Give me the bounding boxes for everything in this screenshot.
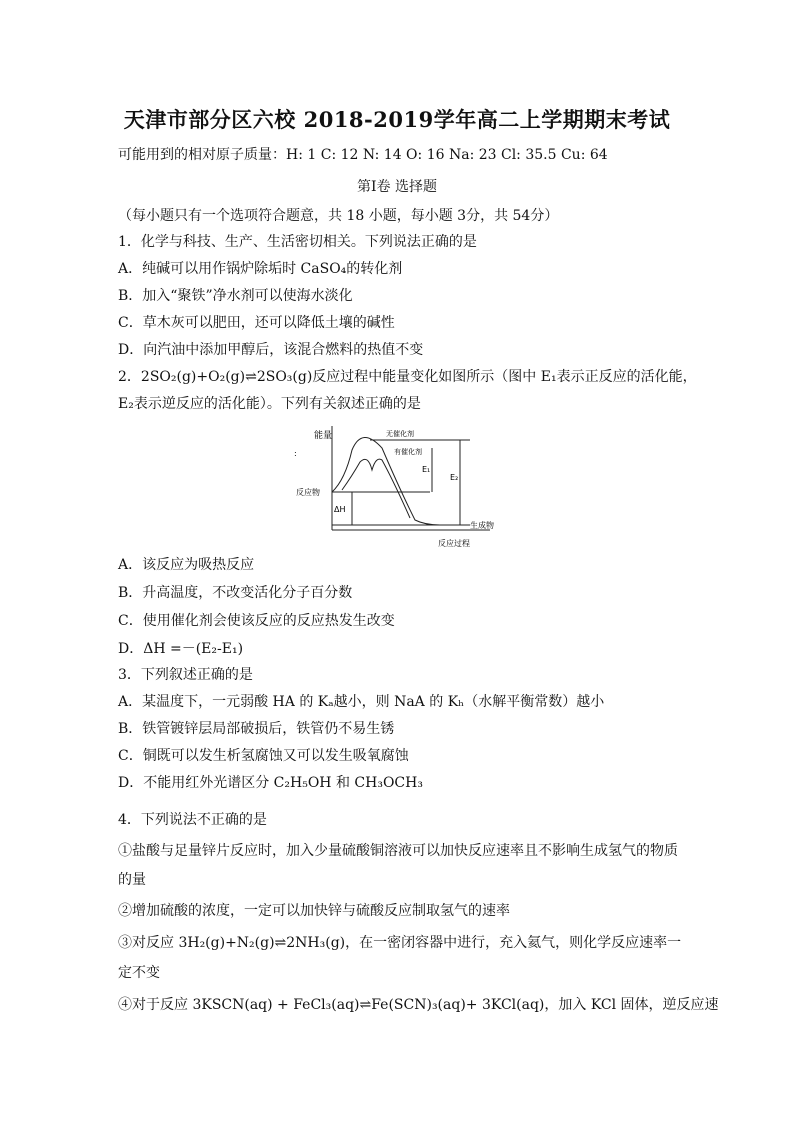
- q2-option-b: B．升高温度，不改变活化分子百分数: [118, 585, 353, 601]
- q2-option-a: A．该反应为吸热反应: [118, 557, 255, 573]
- q1-option-c: C．草木灰可以肥田，还可以降低土壤的碱性: [118, 315, 395, 331]
- q2-stem-line1: 2．2SO₂(g)+O₂(g)⇌2SO₃(g)反应过程中能量变化如图所示（图中 E₁表示正反应的活化能，: [118, 369, 697, 385]
- q2-option-d: D．ΔH =－(E₂-E₁): [118, 641, 244, 657]
- q3-option-a: A．某温度下，一元弱酸 HA 的 Kₐ越小，则 NaA 的 Kₕ（水解平衡常数）越小: [118, 694, 605, 710]
- q3-option-d: D．不能用红外光谱区分 C₂H₅OH 和 CH₃OCH₃: [118, 775, 423, 791]
- q1-option-b: B．加入“聚铁”净水剂可以使海水淡化: [118, 288, 353, 304]
- q3-option-b: B．铁管镀锌层局部破损后，铁管仍不易生锈: [118, 721, 395, 737]
- section-instructions: （每小题只有一个选项符合题意，共 18 小题，每小题 3分，共 54分）: [118, 208, 559, 224]
- q2-stem-line2: E₂表示逆反应的活化能）。下列有关叙述正确的是: [118, 396, 421, 412]
- dh-label: ΔH: [334, 505, 346, 514]
- q2-option-c: C．使用催化剂会使该反应的反应热发生改变: [118, 613, 395, 629]
- q4-item1-line1: ①盐酸与足量锌片反应时，加入少量硫酸铜溶液可以加快反应速率且不影响生成氢气的物质: [118, 843, 678, 859]
- uncatalyzed-label: 无催化剂: [386, 430, 414, 438]
- section-title: 第Ⅰ卷 选择题: [357, 179, 437, 195]
- e1-label: E₁: [422, 465, 431, 474]
- q4-item3-line1: ③对反应 3H₂(g)+N₂(g)⇌2NH₃(g)，在一密闭容器中进行，充入氦气，则化学反应速率一: [118, 935, 682, 951]
- e2-label: E₂: [450, 473, 459, 482]
- q4-stem: 4．下列说法不正确的是: [118, 812, 267, 828]
- q1-option-a: A．纯碱可以用作锅炉除垢时 CaSO₄的转化剂: [118, 261, 403, 277]
- energy-diagram: [290, 420, 510, 550]
- q4-item1-line2: 的量: [118, 872, 146, 888]
- q4-item2: ②增加硫酸的浓度，一定可以加快锌与硫酸反应制取氢气的速率: [118, 903, 510, 919]
- q3-option-c: C．铜既可以发生析氢腐蚀又可以发生吸氧腐蚀: [118, 748, 409, 764]
- x-axis-label: 反应过程: [438, 539, 470, 548]
- catalyzed-label: 有催化剂: [394, 448, 422, 456]
- q3-stem: 3．下列叙述正确的是: [118, 667, 253, 683]
- product-label: 生成物: [470, 521, 494, 530]
- reactant-label: 反应物: [296, 488, 320, 497]
- atomic-masses: 可能用到的相对原子质量：H: 1 C: 12 N: 14 O: 16 Na: 23 Cl: 35.5 Cu: 64: [118, 147, 608, 163]
- page-title: 天津市部分区六校 2018-2019学年高二上学期期末考试: [123, 107, 671, 132]
- q1-option-d: D．向汽油中添加甲醇后，该混合燃料的热值不变: [118, 342, 424, 358]
- q1-stem: 1．化学与科技、生产、生活密切相关。下列说法正确的是: [118, 234, 477, 250]
- q4-item4-line1: ④对于反应 3KSCN(aq) + FeCl₃(aq)⇌Fe(SCN)₃(aq)+ 3KCl(aq)，加入 KCl 固体，逆反应速: [118, 997, 719, 1013]
- q4-item3-line2: 定不变: [118, 965, 160, 981]
- y-axis-label: 能量: [314, 431, 333, 441]
- diagram-stray-mark: :: [294, 449, 297, 458]
